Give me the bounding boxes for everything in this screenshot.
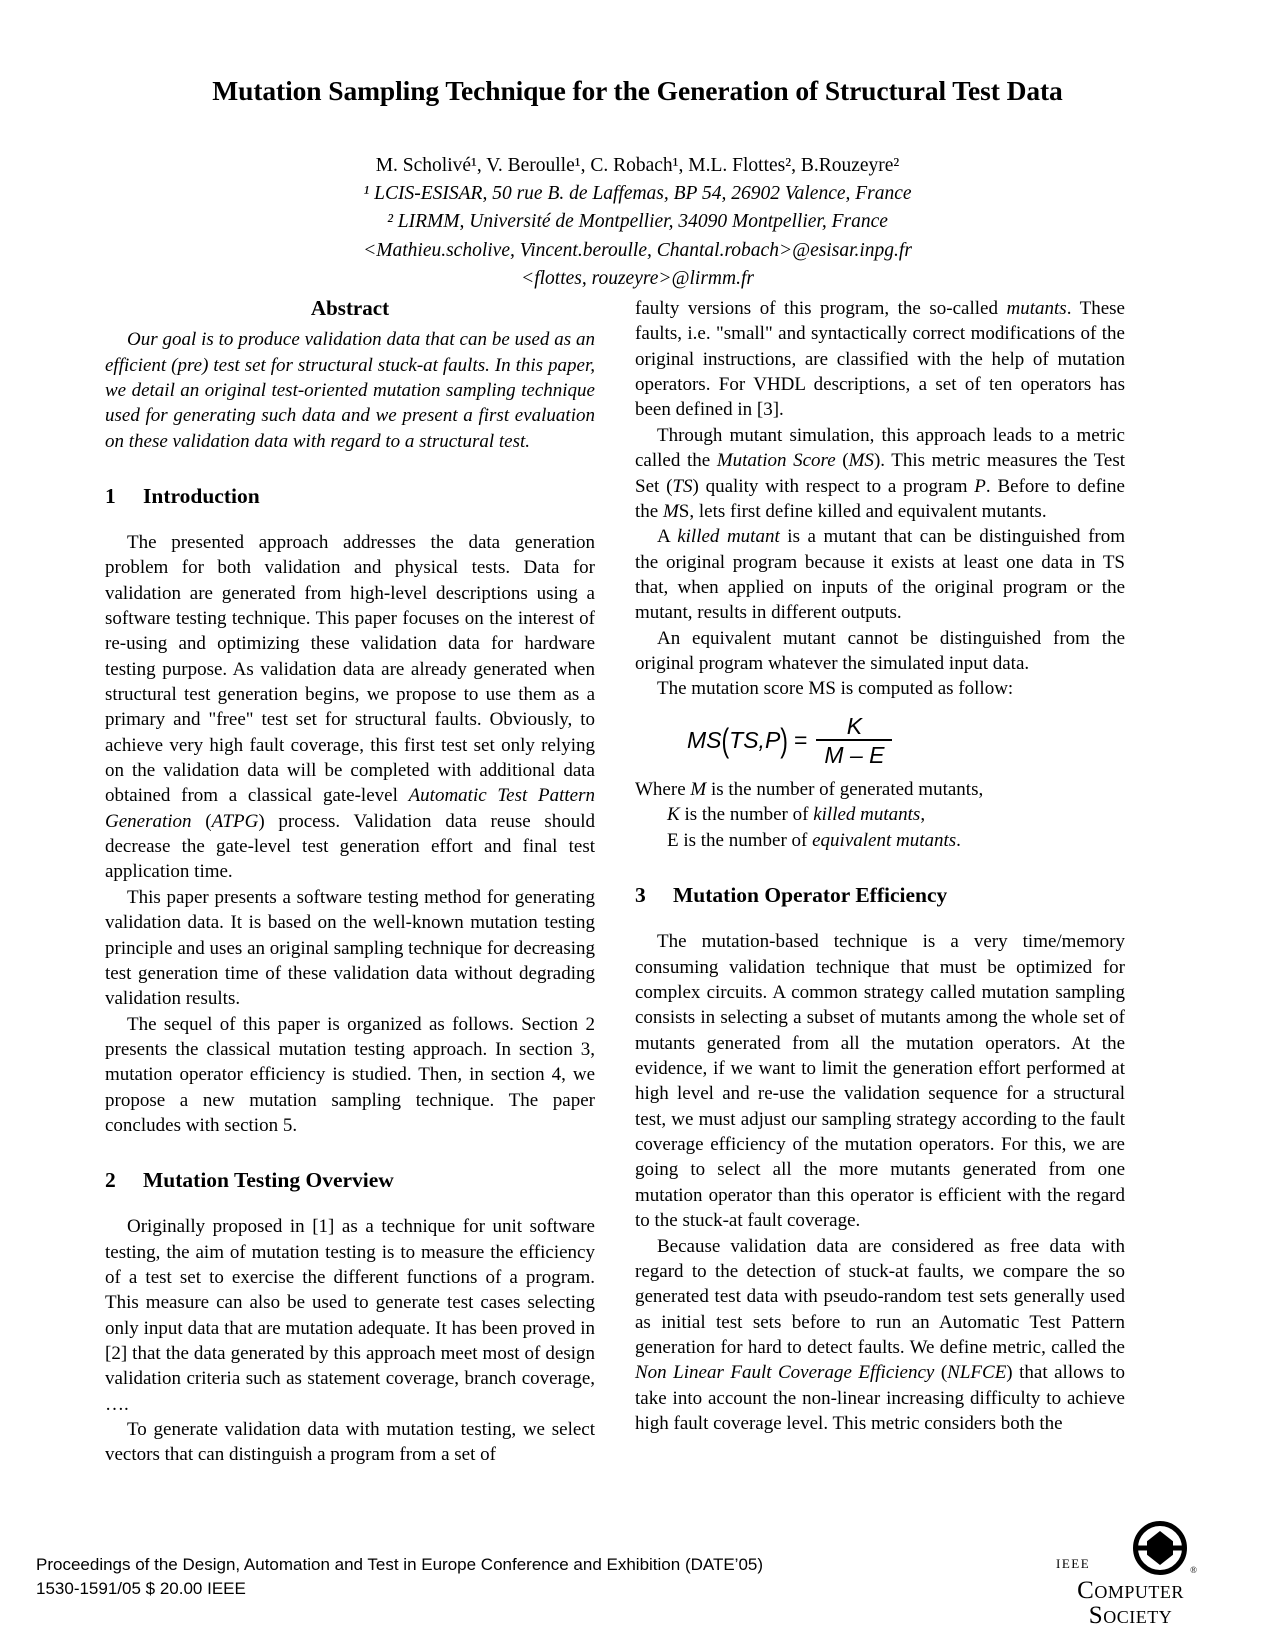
section-heading-mutation-operator-efficiency [635, 883, 1125, 909]
text-run: ). This metric measures the Test Set ( [635, 450, 1126, 497]
mutation-score-equation [635, 714, 1125, 767]
equation-symbol-ms: MS [687, 726, 722, 753]
text-run: Through mutant simulation, this approach leads to a metric called the [635, 424, 1125, 472]
equation-paren-open: ( [721, 720, 730, 759]
body-columns [0, 296, 1275, 1521]
text-run-italic: Automatic Test Pattern Generation [105, 785, 595, 832]
ieee-computer-society-logo [1038, 1521, 1223, 1628]
logo-text-society: Society [1088, 1602, 1173, 1629]
ieee-circle-icon [1133, 1521, 1187, 1575]
legend-line-e [635, 828, 1125, 853]
affiliation-2: ² LIRMM, Université de Montpellier, 34090 Montpellier, France [387, 211, 888, 233]
equation-arguments: TS,P [729, 726, 781, 753]
text-run-italic: TS [672, 475, 693, 497]
paragraph-right-1 [635, 296, 1125, 423]
section-number: 2 [105, 1168, 116, 1193]
text-run: A [657, 526, 678, 548]
footer-copyright-line: 1530-1591/05 $ 20.00 IEEE [36, 1579, 246, 1599]
left-column [105, 296, 595, 1521]
section-title: Mutation Operator Efficiency [673, 883, 948, 908]
text-run-italic: killed mutants [813, 804, 921, 826]
ieee-wordmark: IEEE [1056, 1556, 1091, 1571]
page-footer [36, 1553, 763, 1602]
text-run-italic: Mutation Score [716, 450, 836, 472]
section-title: Mutation Testing Overview [143, 1168, 394, 1193]
text-run: Where [635, 779, 691, 801]
section-number: 1 [105, 483, 116, 508]
text-run-italic: P [974, 475, 986, 497]
paragraph-right-3 [635, 524, 1125, 625]
text-run-italic: mutants [1006, 298, 1067, 319]
text-run: Because validation data are considered as free data with regard to the detection of stuck-at faults, we compare the so generated test data with pseudo-random test sets generally used as initial test sets before to run an Automatic Test Pattern generation for hard to detect faults. We define metric, called the [635, 1235, 1125, 1358]
text-run-italic: MS [848, 450, 874, 472]
text-run: ) process. Validation data reuse should decrease the gate-level test generation effort and final test application time. [105, 810, 596, 883]
text-run: faulty versions of this program, the so-called [635, 298, 1007, 319]
text-run-italic: equivalent mutants [812, 829, 957, 851]
email-line-2: <flottes, rouzeyre>@lirmm.fr [521, 267, 754, 289]
equation-legend [635, 777, 1125, 853]
paragraph-right-2 [635, 423, 1125, 524]
registered-trademark-icon: ® [1190, 1565, 1197, 1575]
fraction-denominator: M – E [824, 741, 885, 768]
paragraph-intro-1 [105, 530, 595, 885]
text-run: ( [934, 1362, 948, 1384]
section-heading-mutation-testing-overview [105, 1168, 595, 1194]
text-run: is the number of [679, 804, 814, 826]
author-list: M. Scholivé¹, V. Beroulle¹, C. Robach¹, M.L. Flottes², B.Rouzeyre² [375, 155, 900, 177]
paragraph-intro-3: The sequel of this paper is organized as follows. Section 2 presents the classical mutation testing approach. In section 3, mutation operator efficiency is studied. Then, in section 4, we propose a new mutation sampling technique. The paper concludes with section 5. [105, 1013, 595, 1137]
abstract-text: Our goal is to produce validation data that can be used as an efficient (pre) test set for structural stuck-at faults. In this paper, we detail an original test-oriented mutation sampling technique used for generating such data and we present a first evaluation on these validation data with regard to a structural test. [105, 329, 595, 452]
legend-line-k [635, 802, 1125, 827]
section-number: 3 [635, 883, 646, 908]
equation-paren-close: ) [780, 720, 788, 759]
text-run: ( [835, 450, 849, 472]
footer-proceedings-line: Proceedings of the Design, Automation and Test in Europe Conference and Exhibition (DATE’05) [36, 1554, 764, 1574]
text-run: is the number of generated mutants, [706, 779, 984, 801]
section-title: Introduction [143, 483, 260, 508]
title-block [0, 0, 1275, 293]
text-run: The presented approach addresses the data generation problem for both validation and physical tests. Data for validation are generated from high-level descriptions using a software testing technique. This paper focuses on the interest of re-using and optimizing these validation data for hardware testing purpose. As validation data are already generated when structural test generation begins, we propose to use them as a primary and "free" test set for structural faults. Obviously, to achieve very high fault coverage, this first test set only relying on the validation data will be completed with additional data obtained from a classical gate-level [105, 531, 595, 807]
text-run-italic: NLFCE [947, 1362, 1007, 1384]
paragraph-right-5: The mutation score MS is computed as follow: [657, 678, 1014, 700]
text-run: , [920, 804, 926, 826]
text-run-italic: M [662, 500, 679, 522]
logo-text-computer: Computer [1077, 1577, 1184, 1604]
text-run: . These faults, i.e. "small" and syntactically correct modifications of the original instructions, are classified with the help of mutation operators. For VHDL descriptions, a set of ten operators has been defined in [3]. [635, 298, 1125, 421]
text-run-italic: Non Linear Fault Coverage Efficiency [635, 1362, 935, 1384]
paragraph-right-4: An equivalent mutant cannot be distinguished from the original program whatever the simulated input data. [635, 627, 1125, 675]
text-run: E is the number of [667, 829, 813, 851]
paragraph-overview-2: To generate validation data with mutation testing, we select vectors that can distinguish a program from a set of [105, 1419, 595, 1466]
affiliation-1: ¹ LCIS-ESISAR, 50 rue B. de Laffemas, BP 54, 26902 Valence, France [363, 183, 912, 205]
page-title: Mutation Sampling Technique for the Generation of Structural Test Data [212, 75, 1063, 106]
equation-fraction [816, 714, 892, 767]
paragraph-overview-1: Originally proposed in [1] as a technique for unit software testing, the aim of mutation testing is to measure the efficiency of a test set to exercise the different functions of a program. This measure can also be used to generate test cases selecting only input data that are mutation adequate. It has been proved in [2] that the data generated by this approach meet most of design validation criteria such as statement coverage, branch coverage, …. [105, 1216, 595, 1415]
right-column [635, 296, 1125, 1521]
fraction-numerator: K [846, 712, 863, 739]
text-run: ) that allows to take into account the non-linear increasing difficulty to achieve high fault coverage level. This metric considers both the [635, 1362, 1125, 1435]
paragraph-right-6: The mutation-based technique is a very time/memory consuming validation technique that must be optimized for complex circuits. A common strategy called mutation sampling consists in selecting a subset of mutants among the whole set of mutants generated from all the mutation operators. At the evidence, if we want to limit the generation effort performed at high level and re-use the validation sequence for a structural test, we must adjust our sampling strategy according to the fault coverage efficiency of the mutation operators. For this, we are going to select all the more mutants generated from one mutation operator than this operator is efficient with the regard to the stuck-at fault coverage. [635, 931, 1125, 1232]
equation-lhs [687, 720, 788, 759]
ieee-logo-mark [1038, 1521, 1223, 1577]
text-run: S, lets first define killed and equivalent mutants. [678, 500, 1047, 522]
paragraph-intro-2: This paper presents a software testing method for generating validation data. It is based on the well-known mutation testing principle and uses an original sampling technique for decreasing test generation time of these validation data without degrading validation results. [105, 886, 595, 1010]
email-line-1: <Mathieu.scholive, Vincent.beroulle, Chantal.robach>@esisar.inpg.fr [363, 239, 912, 261]
section-heading-introduction [105, 484, 595, 510]
text-run: ) quality with respect to a program [692, 475, 975, 497]
text-run-italic: ATPG [211, 810, 259, 832]
text-run: is a mutant that can be distinguished from the original program because it exists at least one data in TS that, when applied on inputs of the original program or the mutant, results in different outputs. [635, 526, 1125, 624]
text-run: . Before to define the [635, 475, 1125, 522]
ieee-diamond-icon [1147, 1531, 1173, 1565]
paragraph-right-7 [635, 1234, 1125, 1437]
text-run-italic: M [690, 779, 707, 801]
text-run-italic: K [667, 804, 680, 826]
text-run-italic: killed mutant [677, 526, 780, 548]
text-run: ( [191, 810, 212, 832]
abstract-heading: Abstract [310, 296, 390, 320]
text-run: . [956, 829, 961, 851]
equation-equals-sign: = [793, 726, 808, 753]
legend-line-m [635, 777, 1125, 802]
